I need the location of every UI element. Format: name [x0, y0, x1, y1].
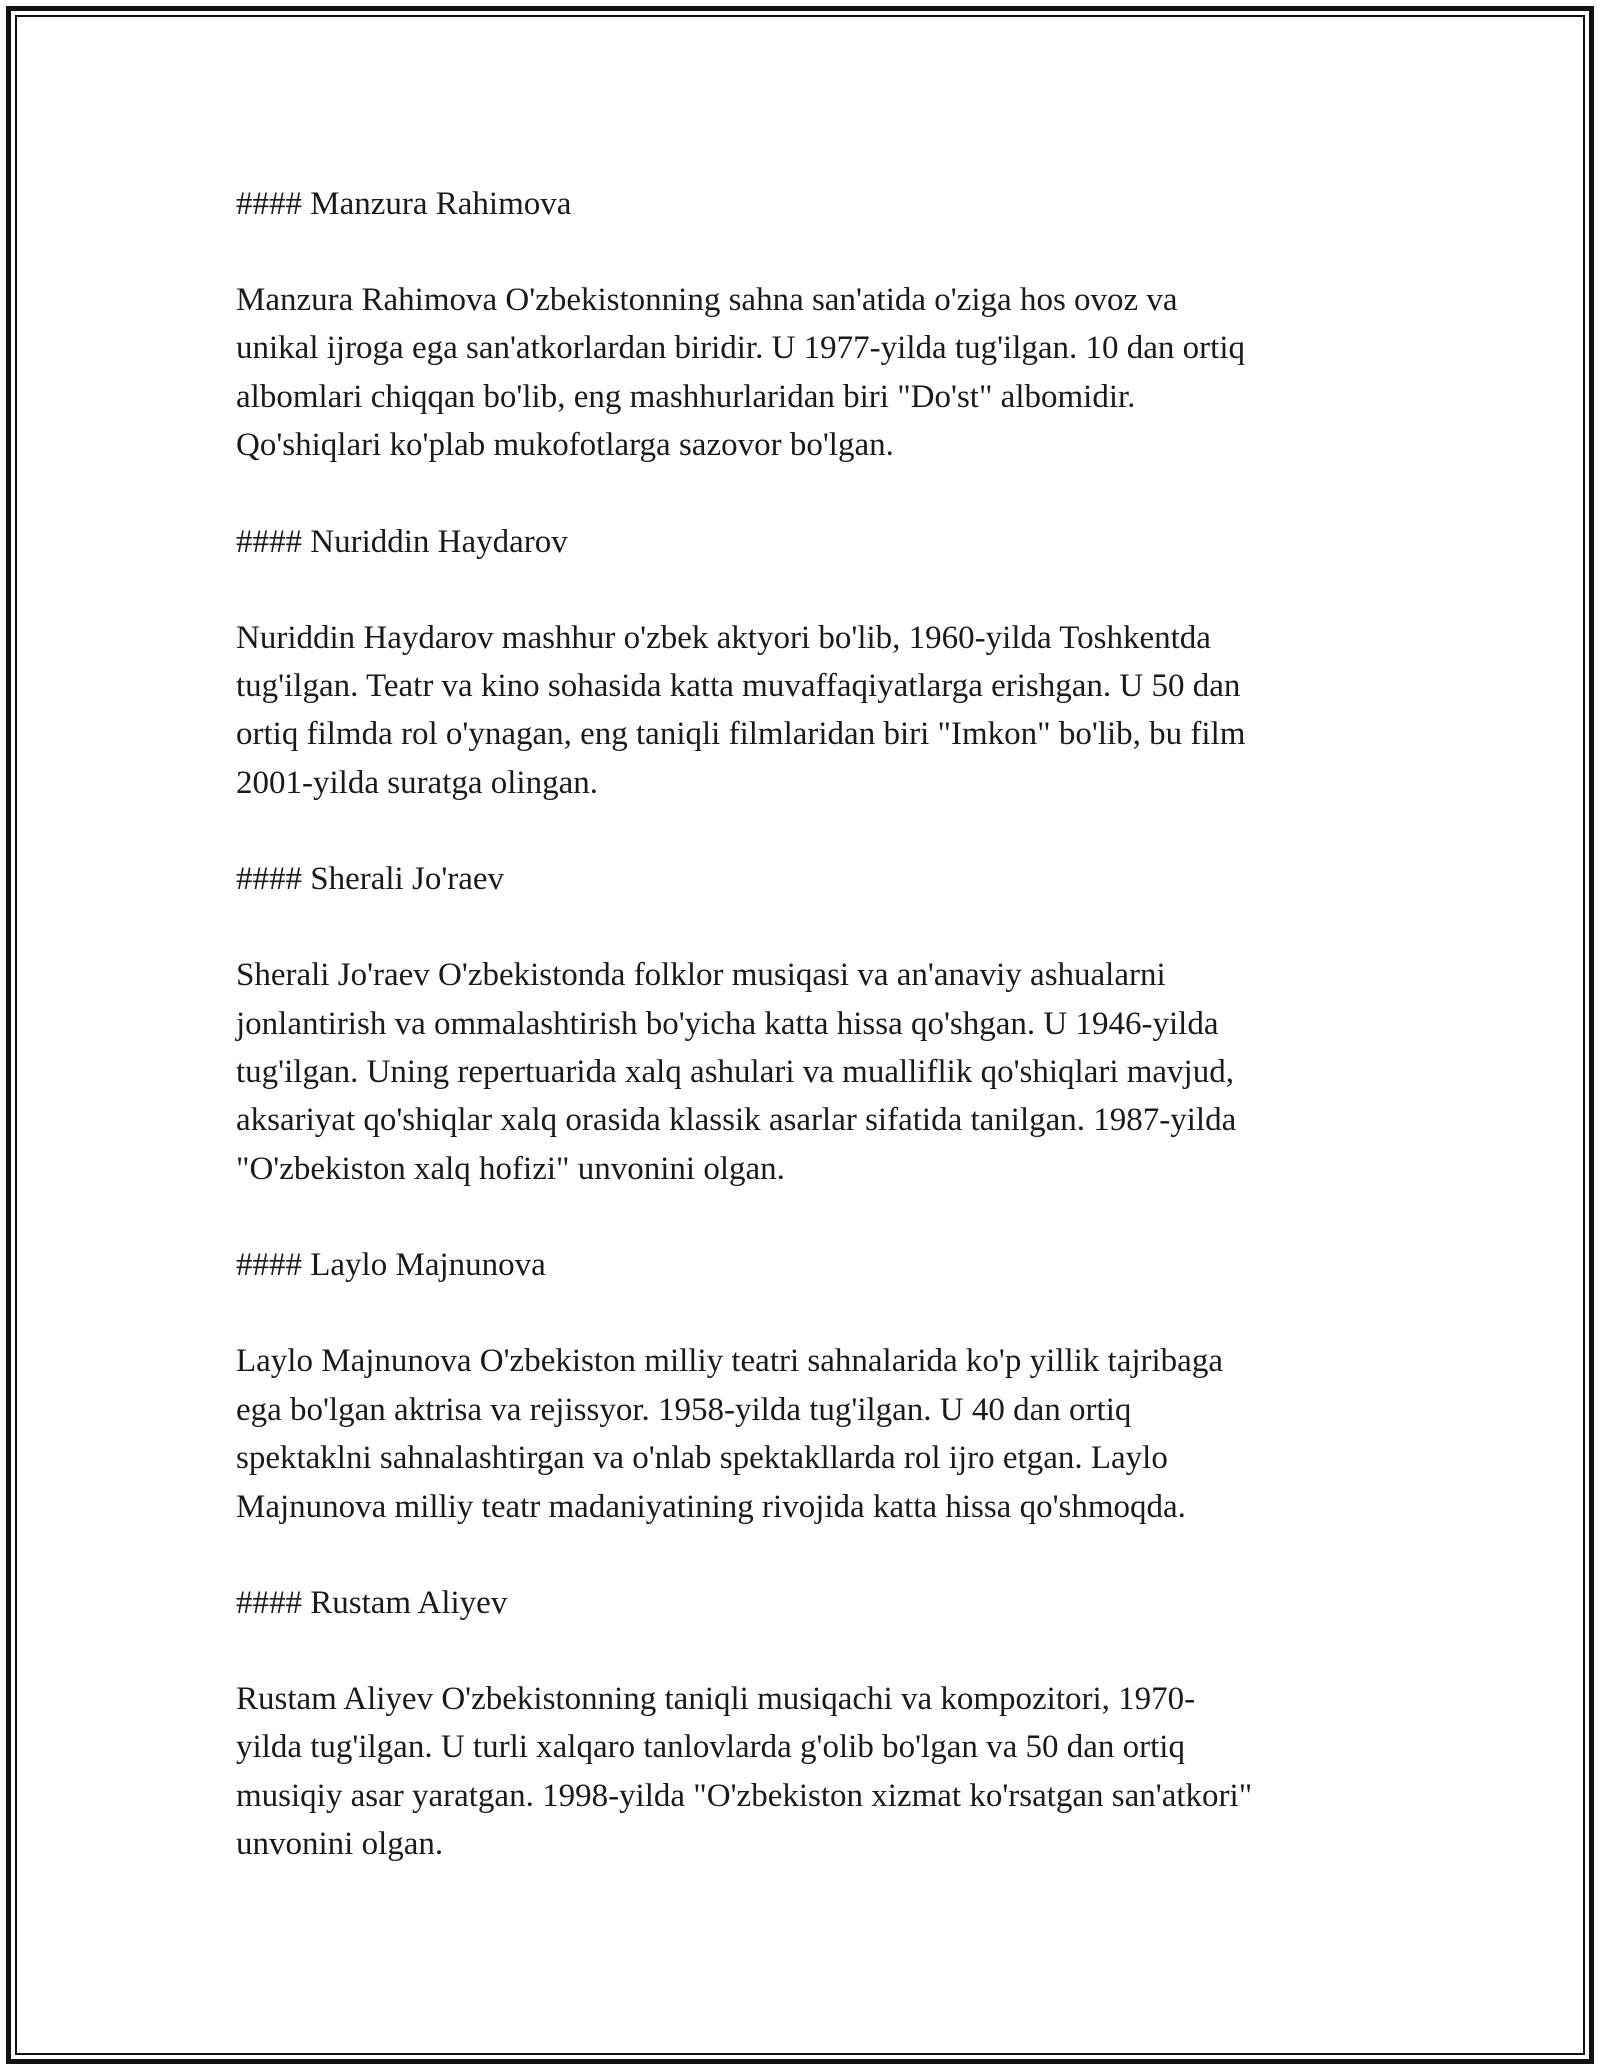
paragraph-line: unikal ijroga ega san'atkorlardan biridir. U 1977-yilda tug'ilgan. 10 dan ortiq	[236, 330, 1245, 367]
entry-nuriddin-haydarov	[236, 518, 1376, 808]
paragraph-line: Nuriddin Haydarov mashhur o'zbek aktyori bo'lib, 1960-yilda Toshkentda	[236, 619, 1211, 656]
document-content	[236, 180, 1376, 1917]
paragraph-line: albomlari chiqqan bo'lib, eng mashhurlaridan biri "Do'st" albomidir.	[236, 378, 1136, 415]
entry-paragraph	[236, 951, 1376, 1193]
paragraph-line: Rustam Aliyev O'zbekistonning taniqli musiqachi va kompozitori, 1970-	[236, 1680, 1196, 1717]
entry-paragraph	[236, 1675, 1376, 1869]
paragraph-line: Manzura Rahimova O'zbekistonning sahna san'atida o'ziga hos ovoz va	[236, 282, 1178, 318]
paragraph-line: tug'ilgan. Uning repertuarida xalq ashulari va mualliflik qo'shiqlari mavjud,	[236, 1054, 1234, 1091]
paragraph-line: musiqiy asar yaratgan. 1998-yilda "O'zbekiston xizmat ko'rsatgan san'atkori"	[236, 1777, 1253, 1814]
paragraph-line: 2001-yilda suratga olingan.	[236, 764, 599, 801]
entry-heading: #### Nuriddin Haydarov	[236, 523, 568, 560]
entry-heading: #### Rustam Aliyev	[236, 1584, 508, 1621]
paragraph-line: aksariyat qo'shiqlar xalq orasida klassik asarlar sifatida tanilgan. 1987-yilda	[236, 1102, 1237, 1139]
paragraph-line: Majnunova milliy teatr madaniyatining rivojida katta hissa qo'shmoqda.	[236, 1488, 1186, 1525]
paragraph-line: jonlantirish va ommalashtirish bo'yicha katta hissa qo'shgan. U 1946-yilda	[236, 1005, 1219, 1042]
paragraph-line: ega bo'lgan aktrisa va rejissyor. 1958-yilda tug'ilgan. U 40 dan ortiq	[236, 1391, 1132, 1428]
paragraph-line: unvonini olgan.	[236, 1826, 444, 1863]
entry-paragraph	[236, 276, 1376, 470]
entry-heading: #### Manzura Rahimova	[236, 186, 572, 222]
paragraph-line: Laylo Majnunova O'zbekiston milliy teatri sahnalarida ko'p yillik tajribaga	[236, 1343, 1223, 1380]
paragraph-line: Sherali Jo'raev O'zbekistonda folklor musiqasi va an'anaviy ashualarni	[236, 957, 1166, 994]
entry-sherali-joraev	[236, 855, 1376, 1193]
entry-manzura-rahimova	[236, 180, 1376, 470]
paragraph-line: spektaklni sahnalashtirgan va o'nlab spektakllarda rol ijro etgan. Laylo	[236, 1440, 1168, 1477]
entry-heading: #### Sherali Jo'raev	[236, 861, 505, 898]
entry-paragraph	[236, 614, 1376, 808]
paragraph-line: Qo'shiqlari ko'plab mukofotlarga sazovor bo'lgan.	[236, 427, 894, 464]
paragraph-line: ortiq filmda rol o'ynagan, eng taniqli filmlaridan biri "Imkon" bo'lib, bu film	[236, 716, 1246, 753]
paragraph-line: yilda tug'ilgan. U turli xalqaro tanlovlarda g'olib bo'lgan va 50 dan ortiq	[236, 1729, 1185, 1766]
entry-laylo-majnunova	[236, 1241, 1376, 1531]
entry-rustam-aliyev	[236, 1579, 1376, 1869]
entry-paragraph	[236, 1337, 1376, 1531]
entry-heading: #### Laylo Majnunova	[236, 1247, 546, 1284]
paragraph-line: "O'zbekiston xalq hofizi" unvonini olgan.	[236, 1150, 785, 1187]
paragraph-line: tug'ilgan. Teatr va kino sohasida katta muvaffaqiyatlarga erishgan. U 50 dan	[236, 668, 1241, 705]
